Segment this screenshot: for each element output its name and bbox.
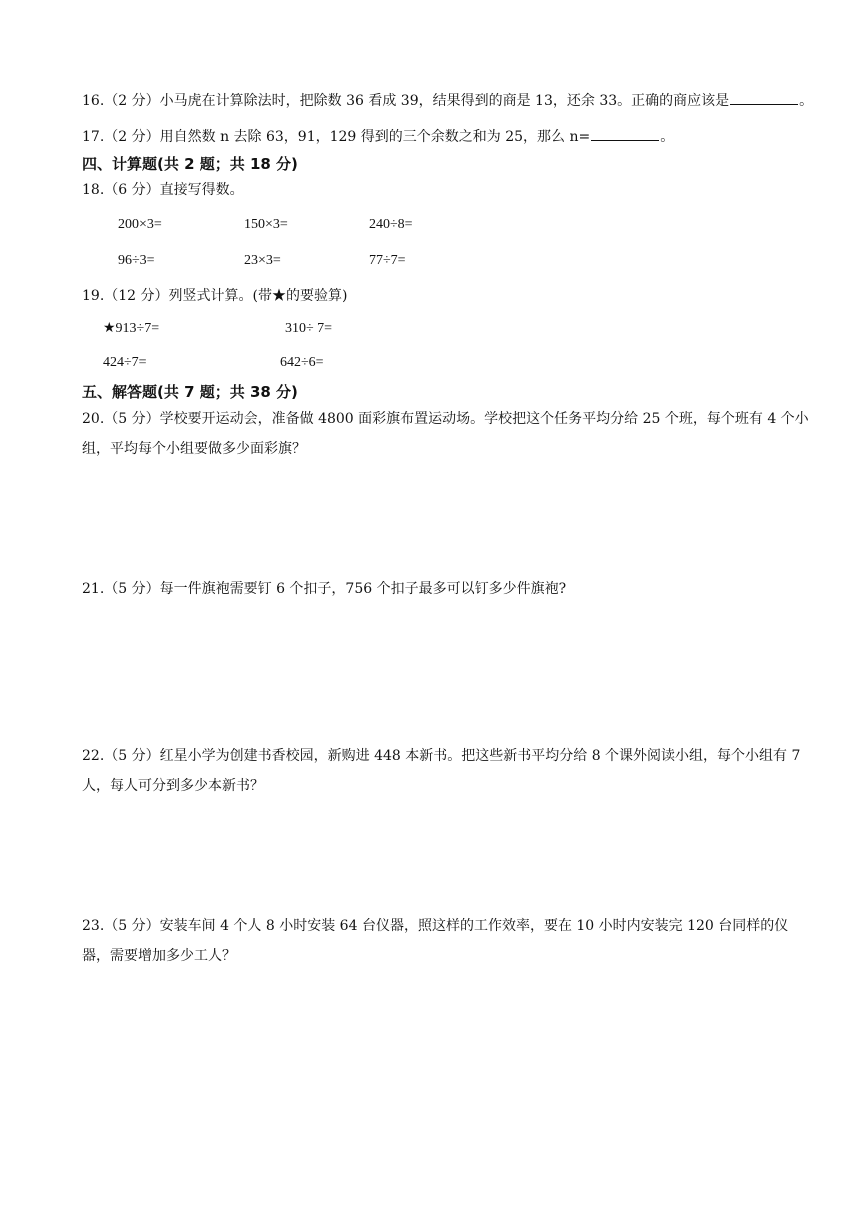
section-4-heading: 四、计算题(共 2 题；共 18 分): [82, 155, 298, 173]
vertical-calc-item: 310÷ 7=: [285, 321, 333, 336]
calc-item: 200×3=: [118, 217, 162, 232]
calc-item: 77÷7=: [369, 253, 406, 268]
question-17-text: 17.（2 分）用自然数 n 去除 63，91，129 得到的三个余数之和为 25，那么 n=: [82, 129, 591, 145]
calc-item: 150×3=: [244, 217, 288, 232]
question-16: [82, 90, 813, 110]
question-23-text: 23.（5 分）安装车间 4 个人 8 小时安装 64 台仪器，照这样的工作效率，要在 10 小时内安装完 120 台同样的仪器，需要增加多少工人？: [82, 918, 789, 964]
question-17-end: 。: [660, 129, 675, 145]
calc-item: 23×3=: [244, 253, 281, 268]
answer-blank-16[interactable]: [730, 90, 798, 105]
question-19-text: 19.（12 分）列竖式计算。(带★的要验算): [82, 288, 348, 304]
calc-item: 96÷3=: [118, 253, 155, 268]
question-16-text: 16.（2 分）小马虎在计算除法时，把除数 36 看成 39，结果得到的商是 13，还余 33。正确的商应该是: [82, 93, 730, 109]
question-22-text: 22.（5 分）红星小学为创建书香校园，新购进 448 本新书。把这些新书平均分给 8 个课外阅读小组，每个小组有 7 人，每人可分到多少本新书？: [82, 748, 801, 794]
question-17: [82, 126, 674, 146]
question-20-text: 20.（5 分）学校要开运动会，准备做 4800 面彩旗布置运动场。学校把这个任务平均分给 25 个班，每个班有 4 个小组，平均每个小组要做多少面彩旗？: [82, 411, 809, 457]
vertical-calc-item: 642÷6=: [280, 355, 324, 370]
question-18-text: 18.（6 分）直接写得数。: [82, 182, 244, 198]
vertical-calc-item: ★913÷7=: [103, 321, 160, 336]
section-5-heading: 五、解答题(共 7 题；共 38 分): [82, 383, 298, 401]
calc-item: 240÷8=: [369, 217, 413, 232]
answer-blank-17[interactable]: [591, 126, 659, 141]
question-16-end: 。: [799, 93, 814, 109]
vertical-calc-item: 424÷7=: [103, 355, 147, 370]
question-21-text: 21.（5 分）每一件旗袍需要钉 6 个扣子，756 个扣子最多可以钉多少件旗袍?: [82, 581, 567, 597]
